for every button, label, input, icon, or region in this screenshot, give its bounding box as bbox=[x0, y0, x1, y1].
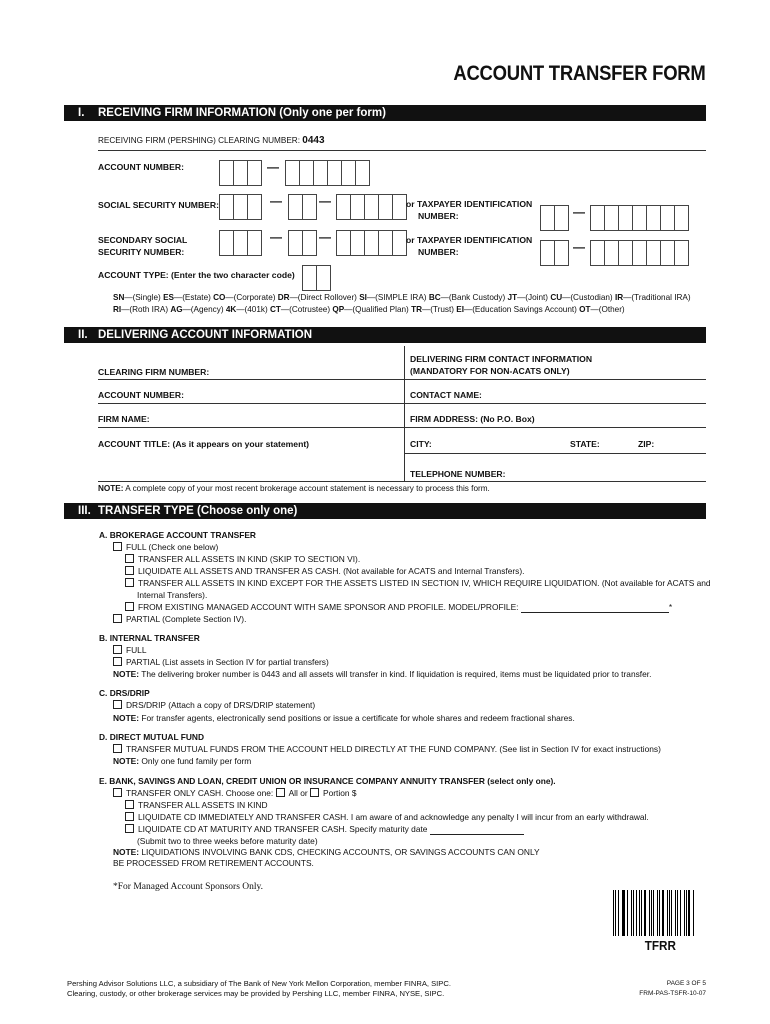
divider bbox=[404, 453, 706, 454]
managed-account-option[interactable] bbox=[125, 602, 672, 613]
note-text: For transfer agents, electronically send positions or issue a certificate for whole shares and redeem fractional shares. bbox=[139, 713, 575, 723]
account-type-label: ACCOUNT TYPE: (Enter the two character code) bbox=[98, 270, 295, 280]
barcode-bar bbox=[618, 890, 619, 936]
account-type-code: SI bbox=[359, 293, 367, 302]
liquidate-cd-maturity-option[interactable] bbox=[125, 824, 524, 835]
account-type-code: CO bbox=[213, 293, 226, 302]
form-id: FRM-PAS-TSFR-10-07 bbox=[639, 990, 706, 997]
checkbox[interactable] bbox=[113, 645, 122, 654]
account-type-code: JT bbox=[507, 293, 518, 302]
option-label: TRANSFER ALL ASSETS IN KIND bbox=[138, 800, 268, 810]
tin-label-1: or TAXPAYER IDENTIFICATION bbox=[406, 199, 533, 209]
form-title: ACCOUNT TRANSFER FORM bbox=[453, 62, 706, 85]
account-number-boxes[interactable] bbox=[285, 160, 369, 186]
direct-mutual-fund-heading: D. DIRECT MUTUAL FUND bbox=[99, 732, 204, 742]
partial-transfer-option[interactable] bbox=[113, 614, 246, 624]
tin-label-2: NUMBER: bbox=[418, 211, 459, 221]
internal-note bbox=[113, 669, 651, 679]
barcode-bar bbox=[671, 890, 672, 936]
barcode-bar bbox=[659, 890, 660, 936]
liquidate-cd-immediately-option[interactable] bbox=[125, 812, 649, 822]
option-label: LIQUIDATE ALL ASSETS AND TRANSFER AS CASH. (Not available for ACATS and Internal Transfers). bbox=[138, 566, 525, 576]
account-type-description: —(Education Savings Account) bbox=[464, 305, 580, 314]
option-label: Portion $ bbox=[323, 788, 357, 798]
transfer-except-option[interactable] bbox=[125, 578, 711, 588]
dash: — bbox=[573, 205, 585, 219]
page-number: PAGE 3 OF 5 bbox=[666, 980, 706, 987]
account-type-description: —(Bank Custody) bbox=[440, 293, 508, 302]
account-type-description: —(Qualified Plan) bbox=[344, 305, 412, 314]
note-label: NOTE: bbox=[113, 756, 140, 766]
ssn-boxes-3[interactable] bbox=[336, 194, 406, 220]
divider bbox=[98, 150, 706, 151]
clearing-number-label: RECEIVING FIRM (PERSHING) CLEARING NUMBER: bbox=[98, 136, 300, 145]
option-label: PARTIAL (List assets in Section IV for partial transfers) bbox=[126, 657, 329, 667]
checkbox-portion[interactable] bbox=[310, 788, 319, 797]
drs-drip-heading: C. DRS/DRIP bbox=[99, 688, 150, 698]
note-label: NOTE: bbox=[113, 847, 140, 857]
secondary-ssn-label-2: SECURITY NUMBER: bbox=[98, 247, 185, 257]
option-label: FROM EXISTING MANAGED ACCOUNT WITH SAME SPONSOR AND PROFILE. MODEL/PROFILE: bbox=[138, 602, 521, 612]
barcode-bar bbox=[662, 890, 664, 936]
barcode-bar bbox=[615, 890, 616, 936]
option-label: TRANSFER ONLY CASH. Choose one: bbox=[126, 788, 276, 798]
account-type-description: —(Single) bbox=[124, 293, 164, 302]
account-type-code: OT bbox=[579, 305, 591, 314]
contact-info-label-2: (MANDATORY FOR NON-ACATS ONLY) bbox=[410, 366, 570, 376]
account-type-codes-line-2 bbox=[113, 305, 625, 314]
divider bbox=[98, 481, 706, 482]
account-type-code: QP bbox=[332, 305, 345, 314]
section-title: TRANSFER TYPE (Choose only one) bbox=[98, 505, 298, 517]
barcode-bar bbox=[680, 890, 681, 936]
barcode-bar bbox=[623, 890, 625, 936]
section-header-delivering-account bbox=[64, 327, 706, 343]
account-type-code: IR bbox=[614, 293, 624, 302]
account-type-description: —(Trust) bbox=[422, 305, 457, 314]
account-type-boxes[interactable] bbox=[302, 265, 330, 291]
dash: — bbox=[270, 230, 282, 244]
tin2-boxes-2[interactable] bbox=[590, 240, 688, 266]
checkbox-all[interactable] bbox=[276, 788, 285, 797]
dash: — bbox=[267, 160, 279, 174]
barcode-bar bbox=[622, 890, 623, 936]
account-type-description: —(Custodian) bbox=[562, 293, 615, 302]
account-type-code: SN bbox=[113, 293, 125, 302]
note-text: LIQUIDATIONS INVOLVING BANK CDS, CHECKING ACCOUNTS, OR SAVINGS ACCOUNTS CAN ONLY bbox=[139, 847, 540, 857]
ssn-label: SOCIAL SECURITY NUMBER: bbox=[98, 200, 219, 210]
telephone-label: TELEPHONE NUMBER: bbox=[410, 469, 506, 479]
barcode-bar bbox=[667, 890, 668, 936]
account-type-description: —(401k) bbox=[236, 305, 270, 314]
maturity-date-field[interactable] bbox=[430, 824, 524, 835]
section-header-transfer-type bbox=[64, 503, 706, 519]
contact-info-label-1: DELIVERING FIRM CONTACT INFORMATION bbox=[410, 354, 593, 364]
mutual-fund-option[interactable] bbox=[113, 744, 661, 754]
checkbox[interactable] bbox=[125, 554, 134, 563]
account-type-description: —(Direct Rollover) bbox=[289, 293, 360, 302]
option-label: LIQUIDATE CD AT MATURITY AND TRANSFER CASH. Specify maturity date bbox=[138, 824, 430, 834]
dash: — bbox=[270, 194, 282, 208]
barcode-bar bbox=[684, 890, 685, 936]
ssn-boxes-1[interactable] bbox=[219, 194, 261, 220]
internal-full-option[interactable] bbox=[113, 645, 146, 655]
account-type-code: CU bbox=[550, 293, 563, 302]
option-label: LIQUIDATE CD IMMEDIATELY AND TRANSFER CASH. I am aware of and acknowledge any penalty I will incur from an early withdrawal. bbox=[138, 812, 649, 822]
account-type-code: CT bbox=[269, 305, 281, 314]
barcode-bar bbox=[639, 890, 640, 936]
option-label: TRANSFER ALL ASSETS IN KIND (SKIP TO SECTION VI). bbox=[138, 554, 361, 564]
account-type-code: RI bbox=[113, 305, 122, 314]
secondary-ssn-boxes-3[interactable] bbox=[336, 230, 406, 256]
clearing-number-row bbox=[98, 135, 325, 146]
account-type-code: EI bbox=[456, 305, 465, 314]
account-type-code: DR bbox=[277, 293, 290, 302]
barcode-bar bbox=[657, 890, 658, 936]
barcode-bar bbox=[641, 890, 642, 936]
bank-note-1 bbox=[113, 847, 540, 857]
dash: — bbox=[319, 230, 331, 244]
account-type-description: —(Agency) bbox=[182, 305, 226, 314]
brokerage-transfer-heading: A. BROKERAGE ACCOUNT TRANSFER bbox=[99, 530, 256, 540]
section-title: DELIVERING ACCOUNT INFORMATION bbox=[98, 329, 313, 341]
checkbox[interactable] bbox=[125, 824, 134, 833]
secondary-ssn-boxes-2[interactable] bbox=[288, 230, 316, 256]
barcode-bar bbox=[631, 890, 632, 936]
internal-transfer-heading: B. INTERNAL TRANSFER bbox=[99, 633, 200, 643]
barcode-bar bbox=[653, 890, 654, 936]
barcode-bar bbox=[688, 890, 690, 936]
checkbox[interactable] bbox=[125, 812, 134, 821]
drs-drip-option[interactable] bbox=[113, 700, 315, 710]
tin2-boxes-1[interactable] bbox=[540, 240, 568, 266]
barcode-bar bbox=[669, 890, 670, 936]
note-text: Only one fund family per form bbox=[139, 756, 252, 766]
zip-label: ZIP: bbox=[638, 439, 655, 449]
managed-account-footnote: *For Managed Account Sponsors Only. bbox=[113, 882, 264, 892]
option-label: FULL (Check one below) bbox=[126, 542, 219, 552]
checkbox[interactable] bbox=[113, 614, 122, 623]
tin-boxes-2[interactable] bbox=[590, 205, 688, 231]
state-label: STATE: bbox=[570, 439, 600, 449]
section-header-receiving-firm bbox=[64, 105, 706, 121]
account-type-description: —(Cotrustee) bbox=[280, 305, 333, 314]
delivering-note bbox=[98, 484, 490, 493]
delivering-account-number-label: ACCOUNT NUMBER: bbox=[98, 390, 184, 400]
option-label: All or bbox=[288, 788, 310, 798]
tin-boxes-1[interactable] bbox=[540, 205, 568, 231]
footer-line-2: Clearing, custody, or other brokerage services may be provided by Pershing LLC, member FINRA, NYSE, SIPC. bbox=[67, 989, 445, 998]
barcode-bar bbox=[693, 890, 694, 936]
account-type-code: 4K bbox=[225, 305, 237, 314]
barcode-bar bbox=[636, 890, 637, 936]
account-type-description: —(Estate) bbox=[174, 293, 214, 302]
section-number: III. bbox=[78, 505, 91, 517]
dash: — bbox=[573, 240, 585, 254]
tin2-label-2: NUMBER: bbox=[418, 247, 459, 257]
city-label: CITY: bbox=[410, 439, 432, 449]
section-number: II. bbox=[78, 329, 88, 341]
option-label: FULL bbox=[126, 645, 147, 655]
divider bbox=[98, 379, 706, 380]
bank-transfer-heading: E. BANK, SAVINGS AND LOAN, CREDIT UNION OR INSURANCE COMPANY ANNUITY TRANSFER (select only one). bbox=[99, 776, 556, 786]
divider bbox=[98, 403, 706, 404]
account-number-label: ACCOUNT NUMBER: bbox=[98, 162, 184, 172]
account-title-label: ACCOUNT TITLE: (As it appears on your statement) bbox=[98, 439, 310, 449]
barcode bbox=[613, 890, 695, 936]
section-title: RECEIVING FIRM INFORMATION (Only one per form) bbox=[98, 107, 386, 119]
model-profile-field[interactable] bbox=[521, 602, 669, 613]
section-number: I. bbox=[78, 107, 85, 119]
full-transfer-option[interactable] bbox=[113, 542, 218, 552]
checkbox[interactable] bbox=[113, 542, 122, 551]
divider bbox=[98, 427, 706, 428]
account-type-description: —(Corporate) bbox=[225, 293, 278, 302]
dash: — bbox=[319, 194, 331, 208]
account-type-codes-line-1 bbox=[113, 293, 691, 302]
transfer-except-continued: Internal Transfers). bbox=[137, 590, 208, 600]
option-label: TRANSFER MUTUAL FUNDS FROM THE ACCOUNT HELD DIRECTLY AT THE FUND COMPANY. (See list in Section IV for exact instructions) bbox=[126, 744, 661, 754]
liquidate-all-option[interactable] bbox=[125, 566, 524, 576]
account-type-code: AG bbox=[170, 305, 183, 314]
account-type-code: TR bbox=[411, 305, 422, 314]
note-label: NOTE: bbox=[98, 484, 124, 493]
contact-name-label: CONTACT NAME: bbox=[410, 390, 482, 400]
option-label: TRANSFER ALL ASSETS IN KIND EXCEPT FOR THE ASSETS LISTED IN SECTION IV, WHICH REQUIRE LIQUIDATION. (Not available for ACATS and bbox=[138, 578, 711, 588]
transfer-only-cash-option[interactable] bbox=[113, 788, 357, 798]
barcode-bar bbox=[651, 890, 652, 936]
checkbox[interactable] bbox=[125, 578, 134, 587]
barcode-bar bbox=[613, 890, 614, 936]
account-type-code: BC bbox=[428, 293, 441, 302]
asterisk: * bbox=[668, 602, 673, 612]
account-number-prefix-boxes[interactable] bbox=[219, 160, 261, 186]
note-label: NOTE: bbox=[113, 713, 140, 723]
maturity-date-hint: (Submit two to three weeks before maturity date) bbox=[137, 836, 318, 846]
mutual-fund-note bbox=[113, 756, 251, 766]
secondary-ssn-label-1: SECONDARY SOCIAL bbox=[98, 235, 188, 245]
account-type-description: —(Roth IRA) bbox=[121, 305, 171, 314]
checkbox[interactable] bbox=[113, 744, 122, 753]
note-label: NOTE: bbox=[113, 669, 140, 679]
checkbox[interactable] bbox=[113, 700, 122, 709]
ssn-boxes-2[interactable] bbox=[288, 194, 316, 220]
barcode-bar bbox=[644, 890, 646, 936]
bank-transfer-in-kind-option[interactable] bbox=[125, 800, 268, 810]
account-type-description: —(SIMPLE IRA) bbox=[366, 293, 429, 302]
tin2-label-1: or TAXPAYER IDENTIFICATION bbox=[406, 235, 533, 245]
barcode-bar bbox=[649, 890, 650, 936]
account-type-description: —(Other) bbox=[590, 305, 625, 314]
bank-note-2: BE PROCESSED FROM RETIREMENT ACCOUNTS. bbox=[113, 858, 314, 868]
account-type-description: —(Joint) bbox=[517, 293, 551, 302]
checkbox[interactable] bbox=[125, 800, 134, 809]
firm-name-label: FIRM NAME: bbox=[98, 414, 150, 424]
checkbox[interactable] bbox=[125, 602, 134, 611]
clearing-firm-number-label: CLEARING FIRM NUMBER: bbox=[98, 367, 210, 377]
barcode-bar bbox=[675, 890, 676, 936]
internal-partial-option[interactable] bbox=[113, 657, 329, 667]
barcode-bar bbox=[633, 890, 634, 936]
barcode-bar bbox=[686, 890, 687, 936]
barcode-bar bbox=[627, 890, 628, 936]
column-divider bbox=[404, 346, 406, 482]
account-type-code: ES bbox=[163, 293, 174, 302]
barcode-text: TFRR bbox=[644, 938, 676, 953]
checkbox[interactable] bbox=[113, 788, 122, 797]
footer-line-1: Pershing Advisor Solutions LLC, a subsidiary of The Bank of New York Mellon Corporation, member FINRA, SIPC. bbox=[67, 979, 451, 988]
clearing-number-value: 0443 bbox=[302, 135, 325, 146]
transfer-all-in-kind-option[interactable] bbox=[125, 554, 360, 564]
option-label: PARTIAL (Complete Section IV). bbox=[126, 614, 247, 624]
checkbox[interactable] bbox=[125, 566, 134, 575]
drs-drip-note bbox=[113, 713, 575, 723]
checkbox[interactable] bbox=[113, 657, 122, 666]
account-type-description: —(Traditional IRA) bbox=[623, 293, 691, 302]
firm-address-label: FIRM ADDRESS: (No P.O. Box) bbox=[410, 414, 535, 424]
note-text: The delivering broker number is 0443 and all assets will transfer in kind. If liquidation is required, items must be liquidated prior to transfer. bbox=[139, 669, 652, 679]
barcode-bar bbox=[677, 890, 678, 936]
option-label: DRS/DRIP (Attach a copy of DRS/DRIP statement) bbox=[126, 700, 316, 710]
secondary-ssn-boxes-1[interactable] bbox=[219, 230, 261, 256]
note-text: A complete copy of your most recent brokerage account statement is necessary to process this form. bbox=[123, 484, 490, 493]
